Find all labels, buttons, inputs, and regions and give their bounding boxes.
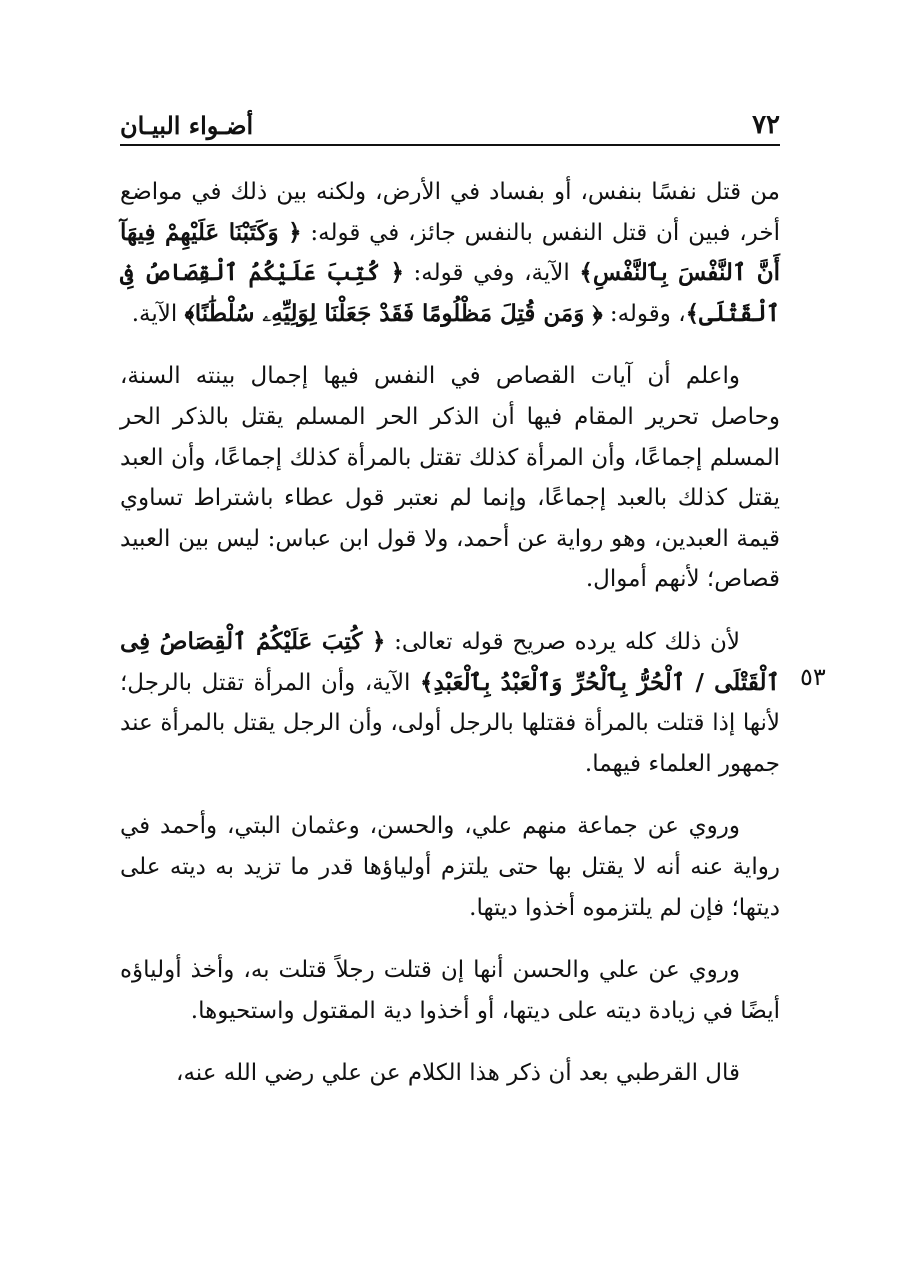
running-header bbox=[120, 100, 780, 146]
page-number: ٧٢ bbox=[752, 110, 780, 140]
quran-verse: ﴿ وَمَن قُتِلَ مَظْلُومًا فَقَدْ جَعَلْنَا لِوَلِيِّهِۦ سُلْطَٰنًا﴾ bbox=[184, 299, 603, 327]
quran-verse: ﴿ كُتِبَ عَلَيْكُمُ ٱلْقِصَاصُ فِى ٱلْقَتْلَى / ٱلْحُرُّ بِٱلْحُرِّ وَٱلْعَبْدُ بِٱلْعَبْدِ﴾ bbox=[120, 627, 780, 696]
paragraph-text: واعلم أن آيات القصاص في النفس فيها إجمال بينته السنة، وحاصل تحرير المقام فيها أن الذكر الحر المسلم يقتل بالذكر الحر المسلم إجماعًا، وأن المرأة كذلك تقتل بالمرأة كذلك إجماعًا، وأن العبد يقتل كذلك بالعبد إجماعًا، وإنما لم نعتبر قول عطاء باشتراط تساوي قيمة العبدين، وهو رواية عن أحمد، ولا قول ابن عباس: ليس بين العبيد قصاص؛ لأنهم أموال. bbox=[120, 363, 780, 593]
paragraph-text: لأن ذلك كله يرده صريح قوله تعالى: bbox=[385, 628, 741, 655]
paragraph-text: من قتل نفسًا بنفس، أو بفساد في الأرض، ولكنه بين ذلك في مواضع أخر، فبين أن قتل النفس بالنفس جائز، في قوله: bbox=[120, 179, 780, 246]
original-page-marker: ٥٣ bbox=[800, 663, 826, 691]
paragraph-text: قال القرطبي بعد أن ذكر هذا الكلام عن علي رضي الله عنه، bbox=[176, 1060, 740, 1087]
paragraph bbox=[120, 950, 780, 1031]
page-body bbox=[120, 172, 780, 1094]
paragraph bbox=[120, 172, 780, 334]
quran-verse: ﴿ وَكَتَبْنَا عَلَيْهِمْ فِيهَآ أَنَّ ٱلنَّفْسَ بِٱلنَّفْسِ﴾ bbox=[120, 218, 780, 287]
quran-verse: ﴿ كُتِبَ عَلَيْكُمُ ٱلْقِصَاصُ فِى ٱلْقَتْلَى﴾ bbox=[120, 259, 780, 327]
paragraph bbox=[120, 356, 780, 600]
paragraph-text: ، وقوله: bbox=[602, 300, 686, 327]
book-title: أضـواء البيـان bbox=[120, 111, 254, 140]
book-page bbox=[120, 100, 780, 1116]
paragraph-text: وروي عن جماعة منهم علي، والحسن، وعثمان البتي، وأحمد في رواية عنه أنه لا يقتل بها حتى يلتزم أولياؤها قدر ما تزيد به ديته على ديتها؛ فإن لم يلتزموه أخذوا ديتها. bbox=[120, 813, 780, 921]
paragraph-text: الآية. bbox=[131, 300, 185, 327]
paragraph-text: الآية، وفي قوله: bbox=[403, 260, 580, 287]
paragraph-text: الآية، وأن المرأة تقتل بالرجل؛ لأنها إذا قتلت بالمرأة فقتلها بالرجل أولى، وأن الرجل يقتل بالمرأة عند جمهور العلماء فيهما. bbox=[120, 669, 780, 777]
paragraph bbox=[120, 1053, 780, 1094]
paragraph bbox=[120, 622, 780, 784]
paragraph bbox=[120, 806, 780, 928]
paragraph-text: وروي عن علي والحسن أنها إن قتلت رجلاً قتلت به، وأخذ أولياؤه أيضًا في زيادة ديته على ديتها، أو أخذوا دية المقتول واستحيوها. bbox=[120, 957, 780, 1024]
